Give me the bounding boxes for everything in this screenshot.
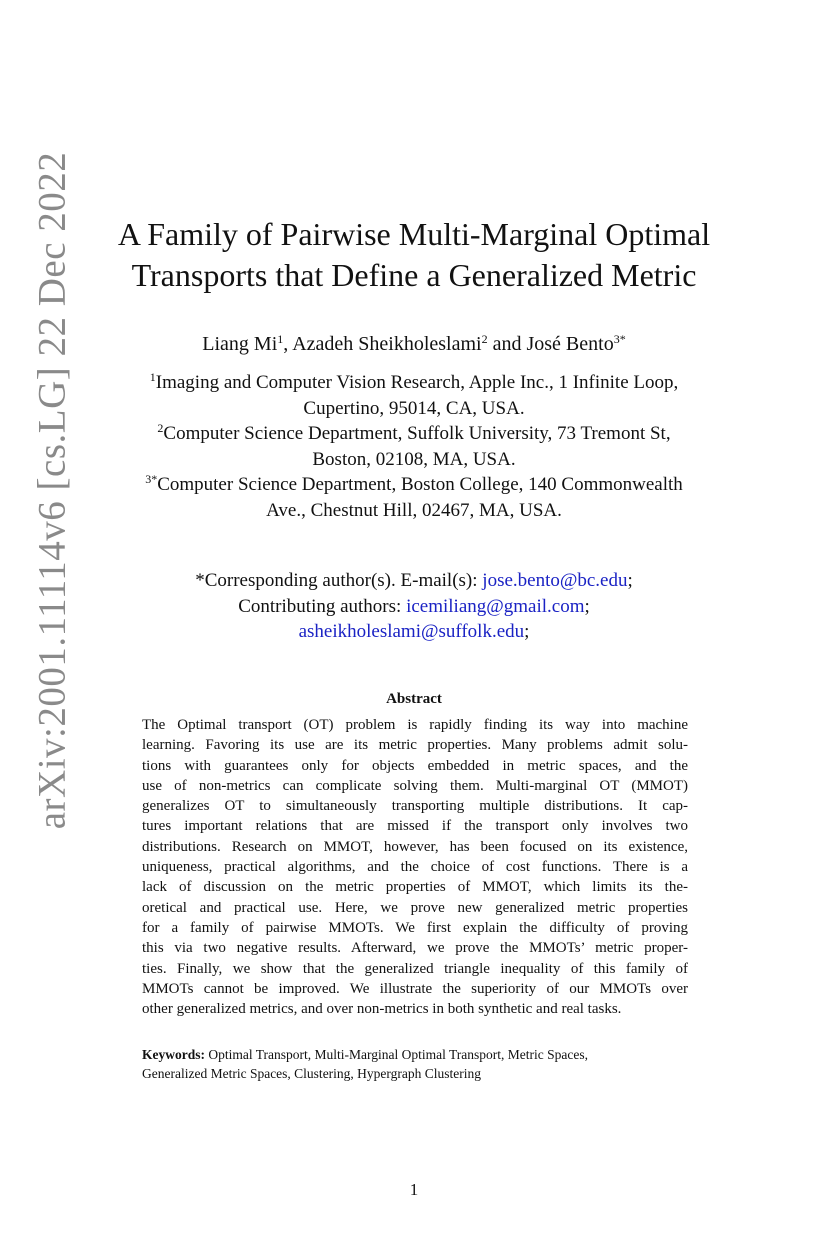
keywords-text: Optimal Transport, Multi-Marginal Optimal Transport, Metric Spaces, [205,1047,588,1062]
affiliation-mark: 3* [145,472,158,486]
paper-title [100,214,728,296]
author-affiliation-mark: 2 [481,332,488,346]
corresponding-email-link[interactable]: jose.bento@bc.edu [482,570,628,591]
contributing-label: Contributing authors: [238,595,407,617]
email-separator: ; [524,621,530,642]
author-name: Liang Mi [202,333,278,355]
corresponding-author-line [100,568,728,594]
abstract-heading: Abstract [386,691,442,707]
email-separator: ; [627,570,633,591]
corresponding-label: *Corresponding author(s). E-mail(s): [195,570,483,591]
affiliation-line: Ave., Chestnut Hill, 02467, MA, USA. [266,499,562,521]
affiliation-line: Cupertino, 95014, CA, USA. [303,397,525,419]
affiliation-mark: 2 [157,421,164,435]
affiliation-mark: 1 [149,370,156,384]
keywords-line [142,1045,688,1064]
arxiv-identifier-text: arXiv:2001.11114v6 [cs.LG] 22 Dec 2022 [30,151,74,829]
author-list [100,331,728,357]
keywords-line: Generalized Metric Spaces, Clustering, Hypergraph Clustering [142,1066,482,1081]
page-number: 1 [409,1180,419,1199]
abstract-line: The Optimal transport (OT) problem is rapidly finding its way into machine [142,717,688,733]
author-affiliation-mark: 1 [277,332,284,346]
arxiv-identifier-stamp [30,151,74,829]
abstract-line: tures important relations that are missed if the transport only involves two [142,818,688,835]
affiliation-line [100,370,728,396]
abstract-line: uniqueness, practical algorithms, and the choice of cost functions. There is a [142,859,688,876]
abstract-line: learning. Favoring its use are its metric properties. Many problems admit solu- [142,737,688,754]
abstract-line: oretical and practical use. Here, we prove new generalized metric properties [142,899,688,916]
contributing-email-link[interactable]: asheikholeslami@suffolk.edu [298,621,525,642]
affiliation-text: Imaging and Computer Vision Research, Apple Inc., 1 Infinite Loop, [155,372,679,393]
affiliation-line [100,472,728,498]
abstract-line: MMOTs cannot be improved. We illustrate the superiority of our MMOTs over [142,980,688,997]
keywords-block [142,1045,688,1083]
affiliation-line: Boston, 02108, MA, USA. [312,448,516,470]
abstract-line: generalizes OT to simultaneously transporting multiple distributions. It cap- [142,798,688,815]
abstract-line: ties. Finally, we show that the generalized triangle inequality of this family of [142,960,688,977]
contributing-authors-line [100,594,728,620]
title-line: Transports that Define a Generalized Metric [131,257,697,293]
author-name: José Bento [526,333,614,355]
abstract-line: this via two negative results. Afterward, we prove the MMOTs’ metric proper- [142,940,688,957]
author-affiliation-mark: 3* [613,332,626,346]
email-separator: ; [584,595,590,617]
abstract-line: use of non-metrics can complicate solving them. Multi-marginal OT (MMOT) [142,777,688,794]
abstract-line: other generalized metrics, and over non-metrics in both synthetic and real tasks. [142,1001,622,1018]
abstract-line: lack of discussion on the metric properties of MMOT, which limits its the- [142,879,688,896]
contributing-email-link[interactable]: icemiliang@gmail.com [406,595,585,617]
author-name: Azadeh Sheikholeslami [292,333,482,355]
abstract-line: distributions. Research on MMOT, however, has been focused on its existence, [142,838,688,855]
affiliation-line [100,421,728,447]
keywords-label: Keywords: [142,1047,205,1062]
affiliation-text: Computer Science Department, Boston College, 140 Commonwealth [157,474,683,495]
correspondence-block [100,568,728,645]
author-separator: , [283,333,293,355]
title-line: A Family of Pairwise Multi-Marginal Optimal [117,216,711,252]
author-separator: and [487,333,527,355]
abstract-body [142,715,688,1019]
contributing-authors-line [100,619,728,645]
affiliation-list [100,370,728,523]
abstract-line: tions with guarantees only for objects embedded in metric spaces, and the [142,757,688,774]
abstract-line: for a family of pairwise MMOTs. We first explain the difficulty of proving [142,919,688,936]
affiliation-text: Computer Science Department, Suffolk University, 73 Tremont St, [163,423,671,444]
